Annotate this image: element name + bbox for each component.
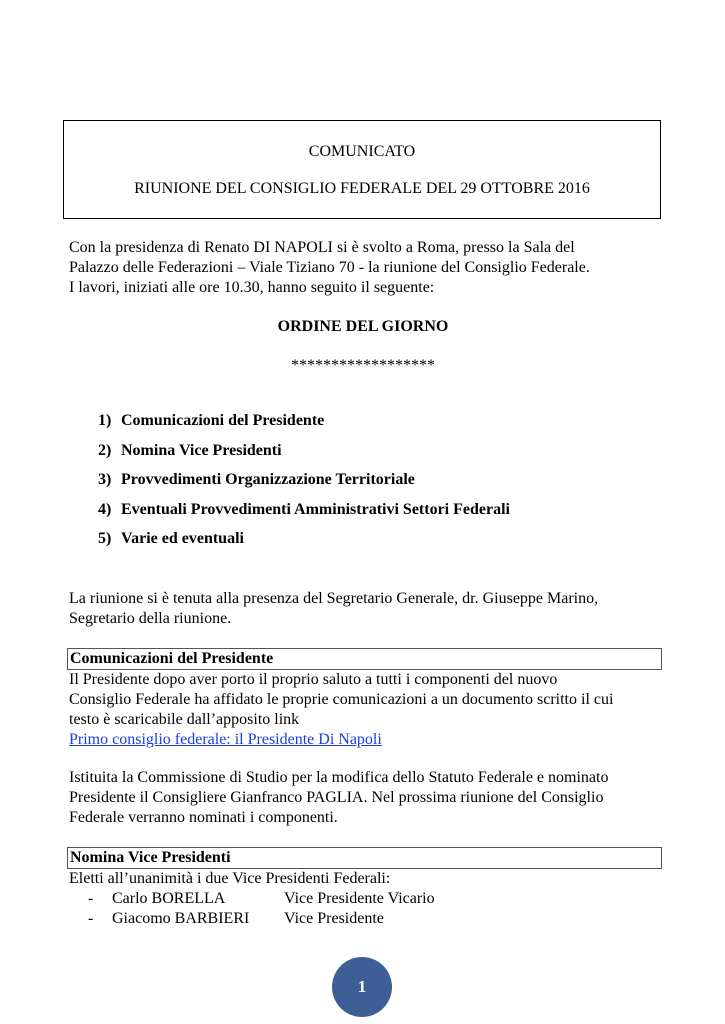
header-box [63,120,661,219]
attendance-paragraph [69,589,657,629]
attendance-line: Segretario della riunione. [69,610,232,627]
intro-line: Con la presidenza di Renato DI NAPOLI si è svolto a Roma, presso la Sala del [69,239,575,256]
vice-presidents-intro: Eletti all’unanimità i due Vice Presidenti Federali: [69,870,391,887]
agenda-item: 5) Varie ed eventuali [98,530,244,547]
agenda-separator: ****************** [291,357,435,374]
commission-paragraph [69,768,657,828]
attendance-line: La riunione si è tenuta alla presenza del Segretario Generale, dr. Giuseppe Marino, [69,590,599,607]
paragraph-line: Federale verranno nominati i componenti. [69,809,338,826]
paragraph-line: Consiglio Federale ha affidato le proprie comunicazioni a un documento scritto il cui [69,691,614,708]
agenda-title: ORDINE DEL GIORNO [277,318,449,335]
agenda-item: 3) Provvedimenti Organizzazione Territoriale [98,471,415,488]
vice-president-name: Giacomo BARBIERI [112,910,250,927]
paragraph-line: Istituita la Commissione di Studio per la modifica dello Statuto Federale e nominato [69,769,609,786]
agenda-item: 4) Eventuali Provvedimenti Amministrativi Settori Federali [98,500,510,518]
vice-president-role: Vice Presidente Vicario [284,890,435,907]
vice-president-row: - Giacomo BARBIERI Vice Presidente [88,910,384,927]
paragraph-line: testo è scaricabile dall’apposito link [69,711,300,728]
president-document-link[interactable]: Primo consiglio federale: il Presidente Di Napoli [69,731,382,748]
vice-president-row: - Carlo BORELLA Vice Presidente Vicario [88,890,435,907]
paragraph-line: Il Presidente dopo aver porto il proprio saluto a tutti i componenti del nuovo [69,671,558,688]
vice-president-name: Carlo BORELLA [112,890,226,907]
agenda-item: 2) Nomina Vice Presidenti [98,441,282,459]
president-paragraph [69,670,657,750]
communique-title: COMUNICATO [308,143,416,160]
intro-line: Palazzo delle Federazioni – Viale Tiziano 70 - la riunione del Consiglio Federale. [69,259,590,276]
paragraph-line: Presidente il Consigliere Gianfranco PAGLIA. Nel prossima riunione del Consiglio [69,789,604,806]
page-number-badge: 1 [332,957,392,1017]
intro-paragraph [69,238,657,298]
vice-president-role: Vice Presidente [284,910,384,927]
agenda-list [98,411,510,559]
section-heading-comunicazioni: Comunicazioni del Presidente [67,648,662,670]
meeting-title: RIUNIONE DEL CONSIGLIO FEDERALE DEL 29 OTTOBRE 2016 [134,180,590,197]
agenda-item: 1) Comunicazioni del Presidente [98,412,325,429]
section-heading-vice-presidenti: Nomina Vice Presidenti [67,847,662,869]
intro-line: I lavori, iniziati alle ore 10.30, hanno seguito il seguente: [69,279,435,296]
